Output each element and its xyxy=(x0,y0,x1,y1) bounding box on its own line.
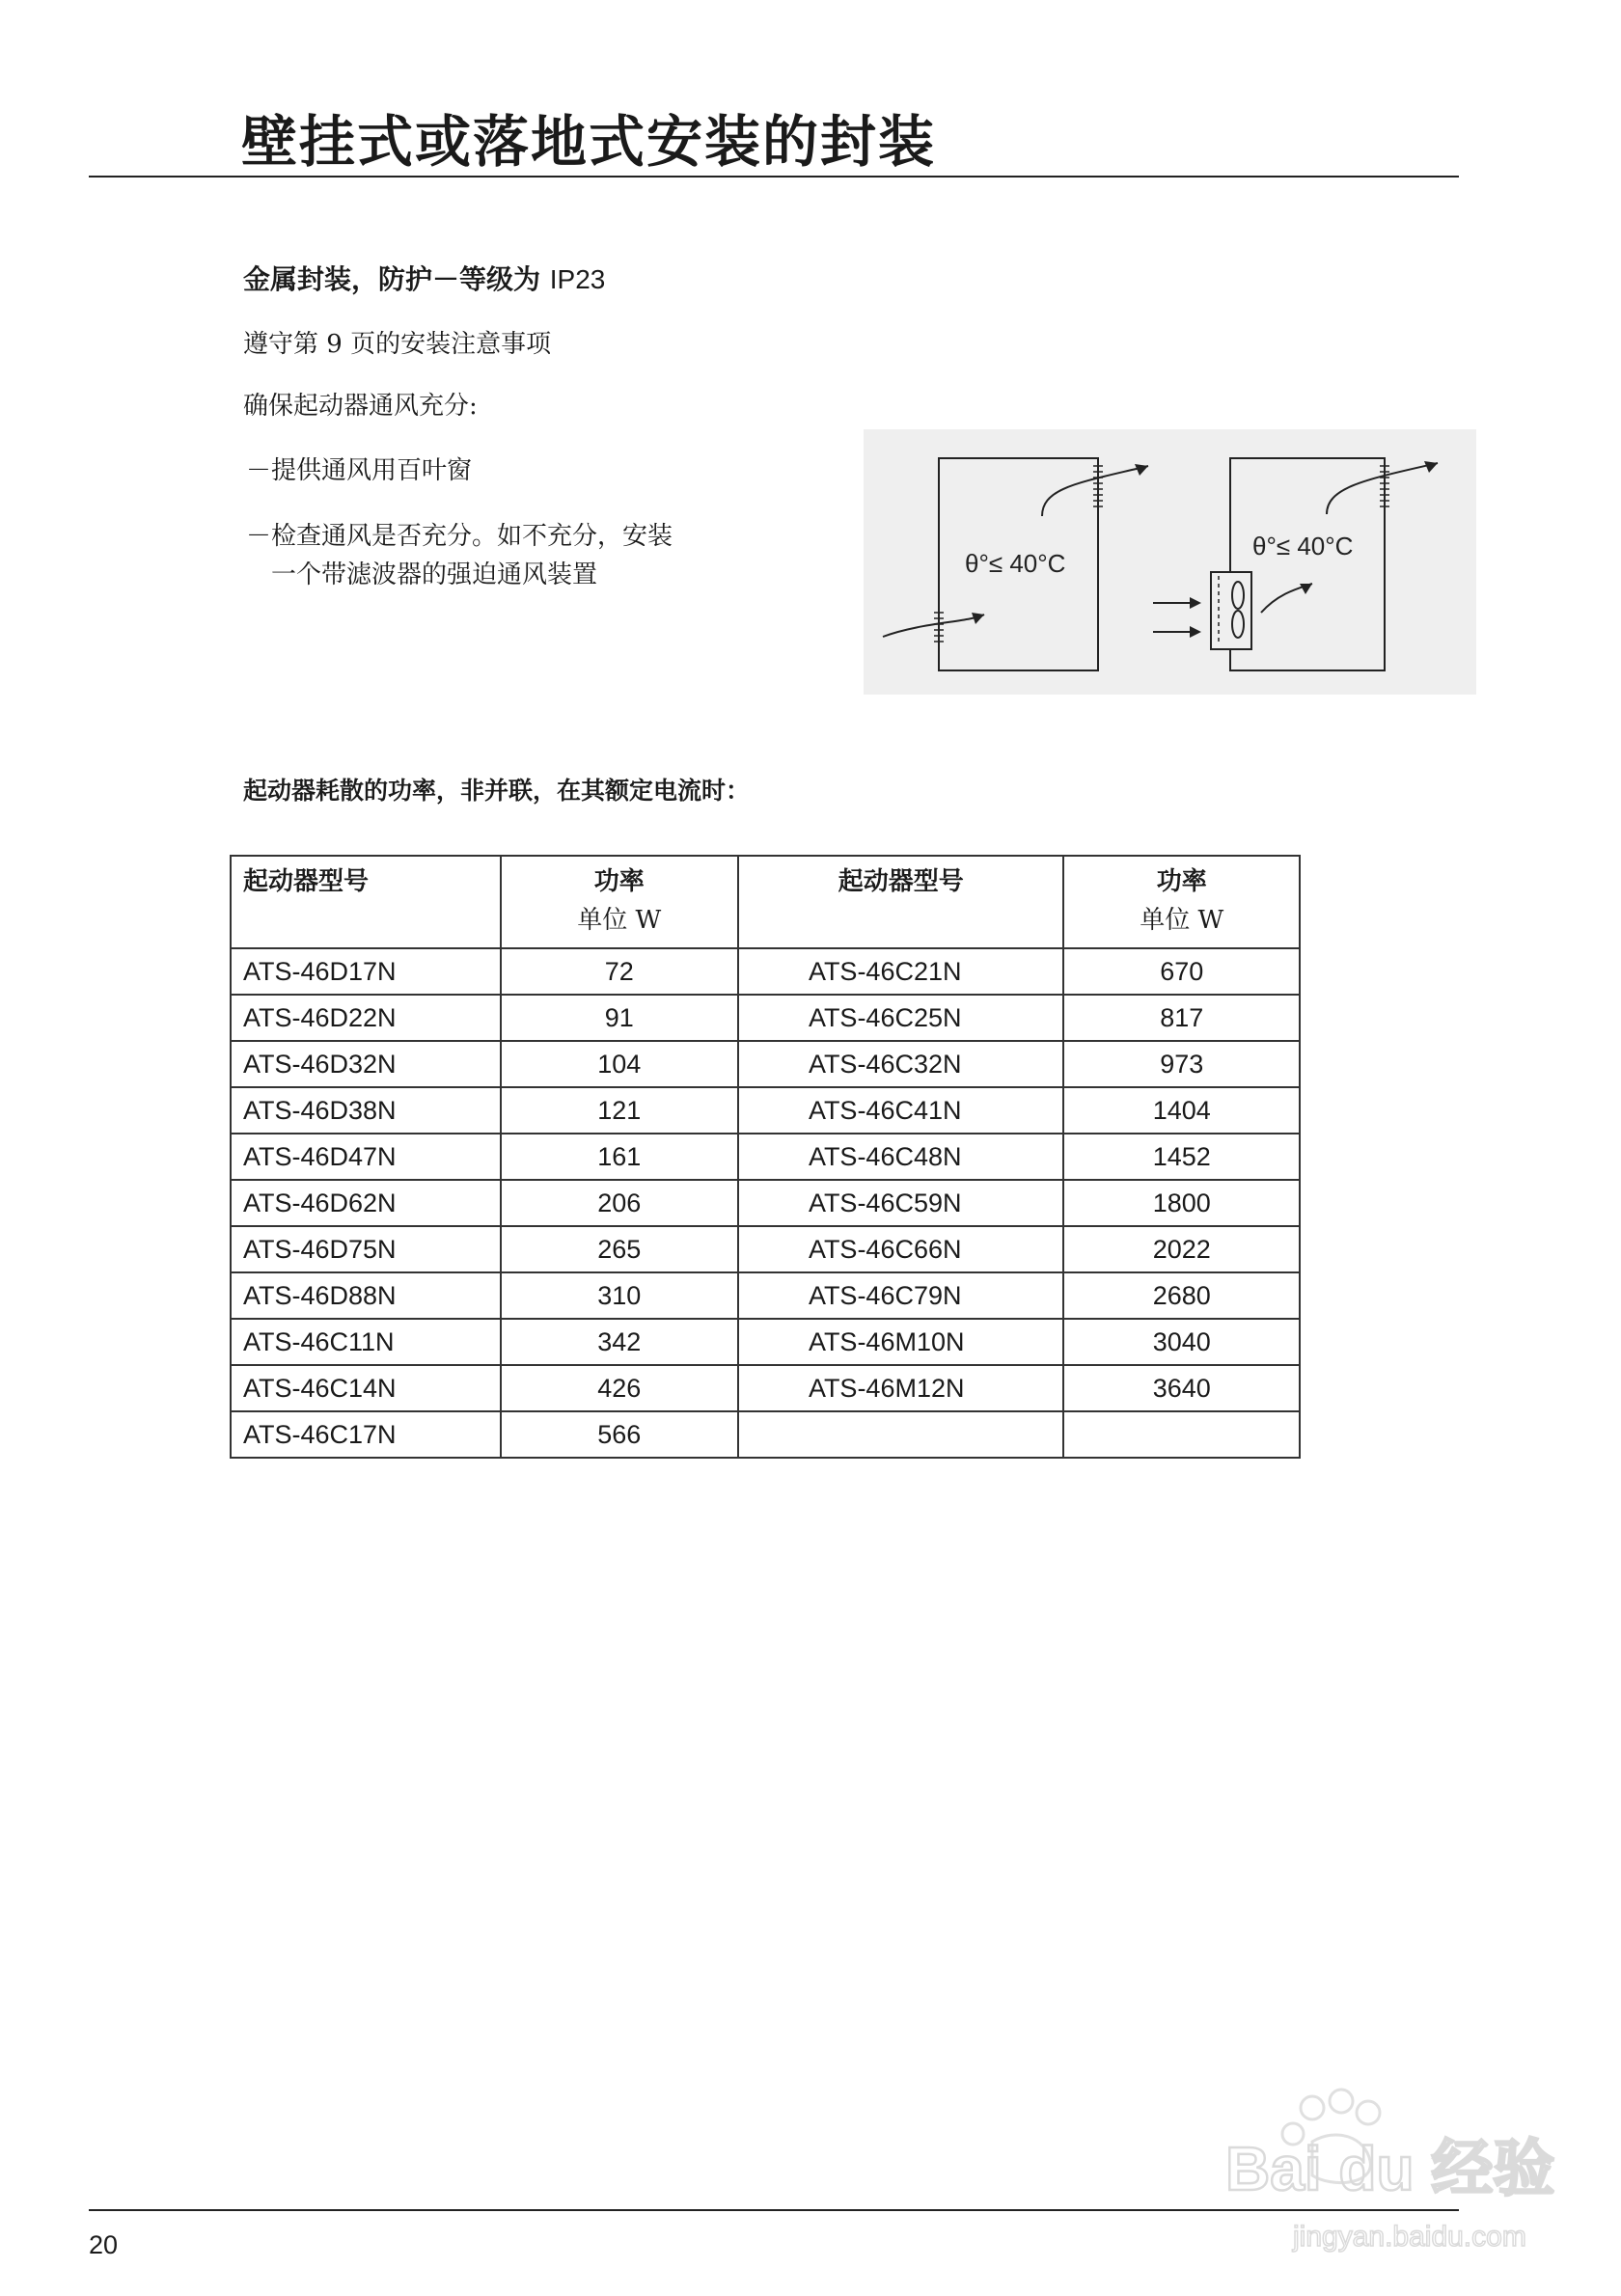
table-row xyxy=(231,1319,1300,1365)
model-cell: ATS-46C17N xyxy=(231,1411,501,1458)
power-cell: 91 xyxy=(501,995,738,1041)
table-row xyxy=(231,1411,1300,1458)
model-cell: ATS-46D88N xyxy=(231,1272,501,1319)
model-cell: ATS-46D38N xyxy=(231,1087,501,1134)
bullet-louvres xyxy=(246,451,472,490)
model-cell: ATS-46M10N xyxy=(738,1319,1064,1365)
right-enclosure xyxy=(1230,458,1385,670)
bullet-forced-ventilation-line2: 一个带滤波器的强迫通风装置 xyxy=(271,560,598,589)
bullet-forced-ventilation-line1: 检查通风是否充分。如不充分，安装 xyxy=(271,522,673,551)
model-cell: ATS-46D17N xyxy=(231,948,501,995)
subhead-ip-rating: IP23 xyxy=(549,264,606,294)
power-cell: 161 xyxy=(501,1134,738,1180)
table-row xyxy=(231,948,1300,995)
model-cell: ATS-46M12N xyxy=(738,1365,1064,1411)
page-title: 壁挂式或落地式安装的封装 xyxy=(241,109,937,175)
model-cell: ATS-46D22N xyxy=(231,995,501,1041)
table-row xyxy=(231,1180,1300,1226)
model-cell: ATS-46C21N xyxy=(738,948,1064,995)
left-outflow-arrow-icon xyxy=(1042,466,1148,516)
power-cell: 2680 xyxy=(1063,1272,1300,1319)
watermark-url: jingyan.baidu.com xyxy=(1293,2221,1526,2253)
header-power-2: 功率 单位 W xyxy=(1063,856,1300,948)
power-cell: 104 xyxy=(501,1041,738,1087)
model-cell: ATS-46D32N xyxy=(231,1041,501,1087)
power-table-caption: 起动器耗散的功率，非并联，在其额定电流时： xyxy=(243,777,751,805)
power-cell: 206 xyxy=(501,1180,738,1226)
left-temperature-label: θ°≤ 40°C xyxy=(965,549,1066,578)
model-cell: ATS-46C32N xyxy=(738,1041,1064,1087)
power-dissipation-table xyxy=(230,855,1301,1459)
model-cell: ATS-46D75N xyxy=(231,1226,501,1272)
ventilation-note: 确保起动器通风充分: xyxy=(243,392,478,421)
power-cell: 1800 xyxy=(1063,1180,1300,1226)
fan-inflow-arrows-icon xyxy=(1153,603,1192,632)
model-cell: ATS-46C11N xyxy=(231,1319,501,1365)
header-power-1: 功率 单位 W xyxy=(501,856,738,948)
table-row xyxy=(231,1226,1300,1272)
model-cell: ATS-46C48N xyxy=(738,1134,1064,1180)
power-cell: 2022 xyxy=(1063,1226,1300,1272)
ventilation-diagram xyxy=(864,429,1476,695)
baidu-watermark xyxy=(1168,2074,1621,2272)
header-rule xyxy=(89,176,1459,178)
power-cell: 566 xyxy=(501,1411,738,1458)
table-row xyxy=(231,1272,1300,1319)
power-cell: 426 xyxy=(501,1365,738,1411)
power-cell xyxy=(1063,1411,1300,1458)
model-cell: ATS-46C59N xyxy=(738,1180,1064,1226)
power-cell: 310 xyxy=(501,1272,738,1319)
table-row xyxy=(231,995,1300,1041)
model-cell: ATS-46C79N xyxy=(738,1272,1064,1319)
power-cell: 817 xyxy=(1063,995,1300,1041)
model-cell: ATS-46C25N xyxy=(738,995,1064,1041)
table-row xyxy=(231,1041,1300,1087)
power-cell: 973 xyxy=(1063,1041,1300,1087)
model-cell: ATS-46D47N xyxy=(231,1134,501,1180)
power-cell: 72 xyxy=(501,948,738,995)
fan-filter-box-icon xyxy=(1211,572,1251,649)
model-cell: ATS-46C14N xyxy=(231,1365,501,1411)
power-cell: 1452 xyxy=(1063,1134,1300,1180)
power-cell: 342 xyxy=(501,1319,738,1365)
watermark-brand: Bai du 经验 xyxy=(1225,2134,1555,2203)
power-cell: 1404 xyxy=(1063,1087,1300,1134)
power-cell: 3640 xyxy=(1063,1365,1300,1411)
bullet-louvres-text: 提供通风用百叶窗 xyxy=(271,456,473,485)
left-inflow-arrow-icon xyxy=(883,615,984,637)
ventilation-diagram-svg xyxy=(864,429,1476,695)
model-cell xyxy=(738,1411,1064,1458)
model-cell: ATS-46D62N xyxy=(231,1180,501,1226)
table-row xyxy=(231,1365,1300,1411)
table-header-row xyxy=(231,856,1300,948)
header-model-1: 起动器型号 xyxy=(231,856,501,948)
power-cell: 121 xyxy=(501,1087,738,1134)
model-cell: ATS-46C66N xyxy=(738,1226,1064,1272)
bullet-dash: － xyxy=(246,522,272,551)
model-cell: ATS-46C41N xyxy=(738,1087,1064,1134)
section-subhead xyxy=(243,259,605,297)
install-note: 遵守第 9 页的安装注意事项 xyxy=(243,330,552,359)
power-cell: 265 xyxy=(501,1226,738,1272)
page-number: 20 xyxy=(89,2230,119,2259)
power-cell: 3040 xyxy=(1063,1319,1300,1365)
power-cell: 670 xyxy=(1063,948,1300,995)
table-row xyxy=(231,1134,1300,1180)
bullet-forced-ventilation xyxy=(246,517,673,594)
table-row xyxy=(231,1087,1300,1134)
subhead-text: 金属封装，防护－等级为 xyxy=(243,263,541,295)
header-model-2: 起动器型号 xyxy=(738,856,1064,948)
bullet-dash: － xyxy=(246,456,272,485)
right-temperature-label: θ°≤ 40°C xyxy=(1252,532,1354,560)
